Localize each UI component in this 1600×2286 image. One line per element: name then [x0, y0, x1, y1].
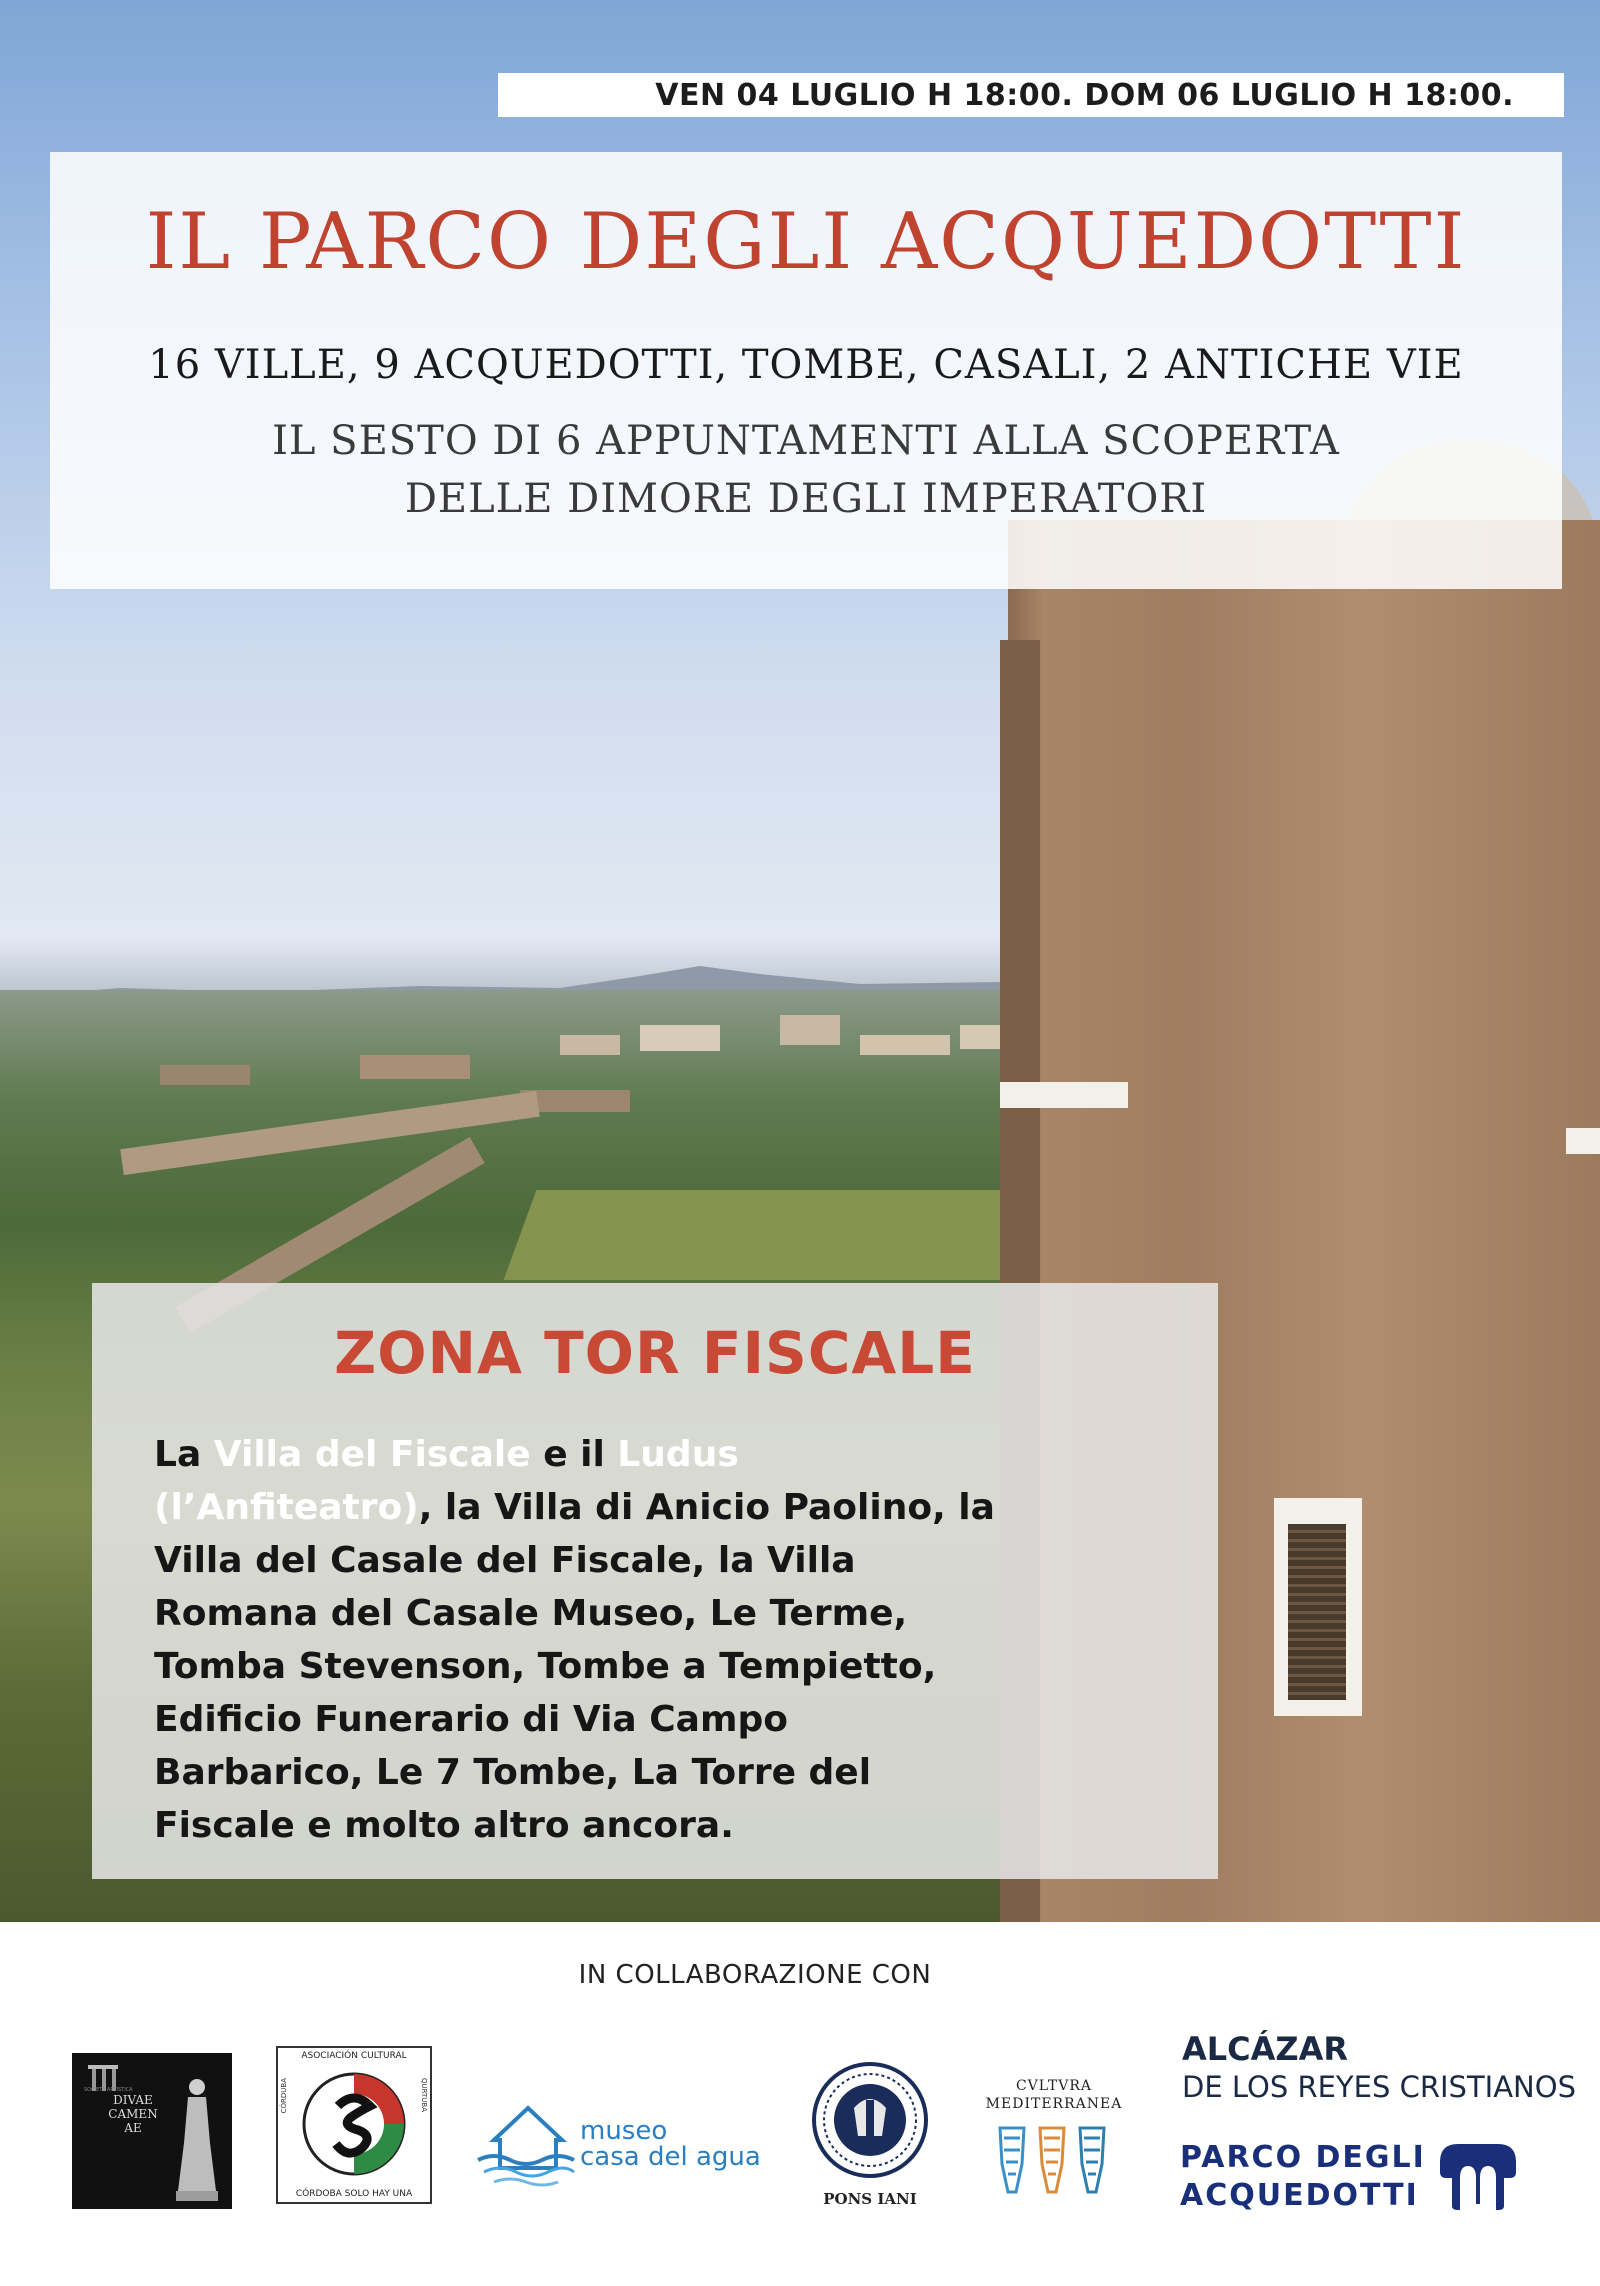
zone-line: (l’Anfiteatro), la Villa di Anicio Paolino, la — [154, 1487, 995, 1528]
page-title: IL PARCO DEGLI ACQUEDOTTI — [145, 197, 1467, 287]
pons-iani-logo — [808, 2060, 932, 2210]
title-panel — [50, 152, 1562, 589]
highlight-villa-del-fiscale: Villa del Fiscale — [213, 1434, 531, 1475]
cordoba-top-label: ASOCIACIÓN CULTURAL — [301, 2051, 407, 2061]
svg-text:SOCIETÀ ARTISTICA: SOCIETÀ ARTISTICA — [84, 2087, 133, 2093]
museo-casa-del-agua-logo — [474, 2090, 784, 2190]
zone-title: ZONA TOR FISCALE — [334, 1319, 976, 1387]
date-banner — [498, 73, 1564, 117]
event-dates: VEN 04 LUGLIO H 18:00. DOM 06 LUGLIO H 18:00. — [655, 77, 1514, 113]
alcazar-label: ALCÁZAR — [1182, 2030, 1349, 2068]
zone-panel — [92, 1283, 1218, 1879]
amphora-icons — [994, 2124, 1114, 2196]
zone-line: Romana del Casale Museo, Le Terme, — [154, 1593, 908, 1634]
zone-line: La Villa del Fiscale e il Ludus — [154, 1434, 739, 1475]
green-field — [504, 1190, 1037, 1280]
cordoba-side-left: CÓRDUBA — [280, 2078, 288, 2114]
distant-buildings — [0, 995, 1100, 1115]
alcazar-reyes-cristianos-logo — [1182, 2026, 1582, 2106]
tower-window — [1274, 1498, 1362, 1716]
tagline-line-2: DELLE DIMORE DEGLI IMPERATORI — [404, 476, 1208, 522]
museo-name: casa del agua — [580, 2142, 761, 2172]
divae-camenae-logo — [72, 2053, 232, 2209]
parco-label: PARCO DEGLI — [1180, 2140, 1426, 2175]
cultura-label: CVLTVRA — [1015, 2078, 1093, 2094]
statue-icon — [172, 2073, 222, 2203]
cordoba-side-right: QURTUBA — [420, 2078, 428, 2112]
water-house-icon — [474, 2090, 578, 2190]
column-icon — [82, 2063, 152, 2093]
zone-line: Edificio Funerario di Via Campo — [154, 1699, 788, 1740]
highlight-ludus: Ludus — [617, 1434, 739, 1475]
tagline — [50, 412, 1562, 528]
divae-camenae-wordmark: DIVAE CAMEN AE — [108, 2093, 158, 2135]
cordoba-emblem-icon — [298, 2068, 410, 2180]
museo-label: museo — [580, 2116, 668, 2146]
cordoba-bottom-label: CÓRDOBA SOLO HAY UNA — [295, 2189, 413, 2199]
zone-description — [154, 1428, 1194, 1852]
parco-acquedotti-logo — [1180, 2136, 1540, 2220]
mediterranea-label: MEDITERRANEA — [985, 2096, 1123, 2112]
acquedotti-label: ACQUEDOTTI — [1180, 2178, 1419, 2213]
tower-stone-ledge — [1000, 1082, 1128, 1108]
window-shutter — [1288, 1524, 1346, 1700]
cordoba-solo-hay-una-logo — [276, 2046, 432, 2204]
zone-line: Tomba Stevenson, Tombe a Tempietto, — [154, 1646, 937, 1687]
zone-line: Barbarico, Le 7 Tombe, La Torre del — [154, 1752, 872, 1793]
aqueduct-arch-icon — [1438, 2142, 1518, 2212]
zone-line: Fiscale e molto altro ancora. — [154, 1805, 734, 1846]
pons-iani-label: PONS IANI — [823, 2190, 917, 2208]
zone-line: Villa del Casale del Fiscale, la Villa — [154, 1540, 856, 1581]
cultura-mediterranea-logo — [984, 2078, 1124, 2208]
highlight-anfiteatro: (l’Anfiteatro) — [154, 1487, 419, 1528]
collaboration-heading: IN COLLABORAZIONE CON — [578, 1960, 932, 1990]
tagline-line-1: IL SESTO DI 6 APPUNTAMENTI ALLA SCOPERTA — [272, 418, 1340, 464]
subtitle: 16 VILLE, 9 ACQUEDOTTI, TOMBE, CASALI, 2 ANTICHE VIE — [148, 342, 1464, 388]
janus-coin-icon — [810, 2060, 930, 2184]
tower-stone-ledge-right — [1566, 1128, 1600, 1154]
reyes-cristianos-label: DE LOS REYES CRISTIANOS — [1182, 2070, 1576, 2104]
